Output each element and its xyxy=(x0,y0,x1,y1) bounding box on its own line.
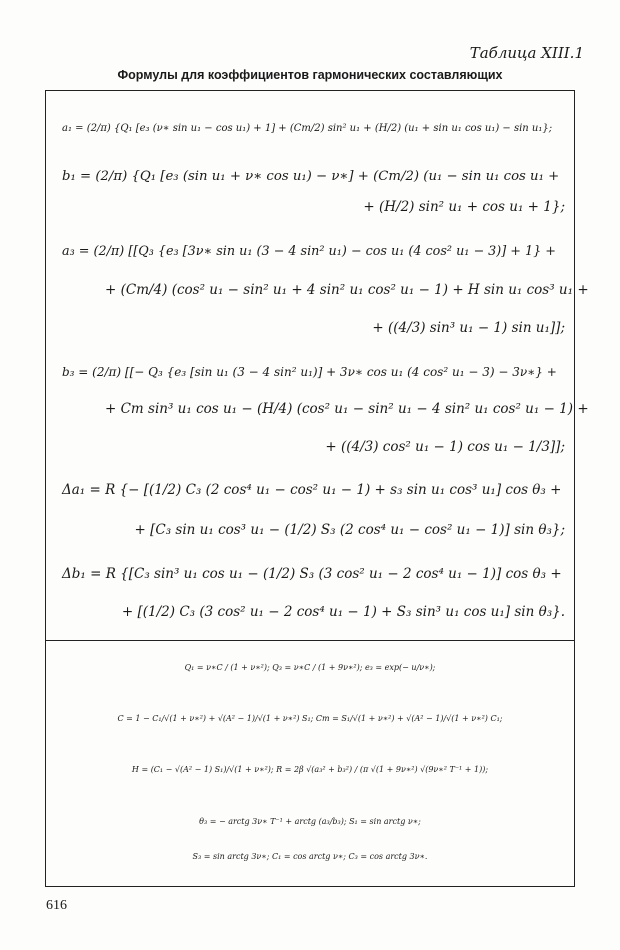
formula-b1-line1: b₁ = (2/π) {Q₁ [e₃ (sin u₁ + ν∗ cos u₁) − ν∗] + (Cт/2) (u₁ − sin u₁ cos u₁ + xyxy=(62,169,560,184)
definition-s3-c1-c3: S₃ = sin arctg 3ν∗; C₁ = cos arctg ν∗; C₃ = cos arctg 3ν∗. xyxy=(192,852,428,861)
formula-b1-line2: + (H/2) sin² u₁ + cos u₁ + 1}; xyxy=(363,199,565,215)
formula-a1: a₁ = (2/π) {Q₁ [e₃ (ν∗ sin u₁ − cos u₁) + 1] + (Cт/2) sin² u₁ + (H/2) (u₁ + sin u₁ cos u₁) − sin u₁}; xyxy=(62,123,553,134)
formula-a3-line1: a₃ = (2/π) [[Q₃ {e₃ [3ν∗ sin u₁ (3 − 4 sin² u₁) − cos u₁ (4 cos² u₁ − 3)] + 1} + xyxy=(62,244,556,259)
formula-b3-line3: + ((4/3) cos² u₁ − 1) cos u₁ − 1/3]]; xyxy=(325,439,565,455)
formula-delta-b1-line1: Δb₁ = R {[C₃ sin³ u₁ cos u₁ − (1/2) S₃ (3 cos² u₁ − 2 cos⁴ u₁ − 1)] cos θ₃ + xyxy=(62,566,562,582)
table-separator xyxy=(45,640,575,641)
definition-q1-q3-e3: Q₁ = ν∗C / (1 + ν∗²); Q₃ = ν∗C / (1 + 9ν∗²); e₃ = exp(− u/ν∗); xyxy=(184,663,436,672)
formula-delta-a1-line2: + [C₃ sin u₁ cos³ u₁ − (1/2) S₃ (2 cos⁴ u₁ − cos² u₁ − 1)] sin θ₃}; xyxy=(134,522,565,538)
formula-a3-line3: + ((4/3) sin³ u₁ − 1) sin u₁]]; xyxy=(372,320,565,336)
formula-delta-a1-line1: Δa₁ = R {− [(1/2) C₃ (2 cos⁴ u₁ − cos² u₁ − 1) + s₃ sin u₁ cos³ u₁] cos θ₃ + xyxy=(62,482,562,498)
formula-b3-line2: + Cт sin³ u₁ cos u₁ − (H/4) (cos² u₁ − sin² u₁ − 4 sin² u₁ cos² u₁ − 1) + xyxy=(105,401,589,417)
definition-theta3-s1: θ₃ = − arctg 3ν∗ T⁻¹ + arctg (a₃/b₃); S₁ = sin arctg ν∗; xyxy=(199,817,421,826)
formula-a3-line2: + (Cт/4) (cos² u₁ − sin² u₁ + 4 sin² u₁ cos² u₁ − 1) + H sin u₁ cos³ u₁ + xyxy=(105,282,589,298)
definition-h-r: H = (C₁ − √(A² − 1) S₁)/√(1 + ν∗²); R = 2β √(a₃² + b₃²) / (π √(1 + 9ν∗²) √(9ν∗² T⁻¹ + 1)); xyxy=(131,765,489,774)
formula-b3-line1: b₃ = (2/π) [[− Q₃ {e₃ [sin u₁ (3 − 4 sin² u₁)] + 3ν∗ cos u₁ (4 cos² u₁ − 3) − 3ν∗} + xyxy=(62,365,557,379)
definition-c-ct: C = 1 − C₁/√(1 + ν∗²) + √(A² − 1)/√(1 + ν∗²) S₁; Cт = S₁/√(1 + ν∗²) + √(A² − 1)/√(1 + ν∗²) C₁; xyxy=(117,714,503,723)
page-number: 616 xyxy=(46,898,67,913)
table-caption: Формулы для коэффициентов гармонических составляющих xyxy=(117,68,503,82)
table-number: Таблица XIII.1 xyxy=(469,44,584,62)
formula-delta-b1-line2: + [(1/2) C₃ (3 cos² u₁ − 2 cos⁴ u₁ − 1) + S₃ sin³ u₁ cos u₁] sin θ₃}. xyxy=(121,604,565,620)
